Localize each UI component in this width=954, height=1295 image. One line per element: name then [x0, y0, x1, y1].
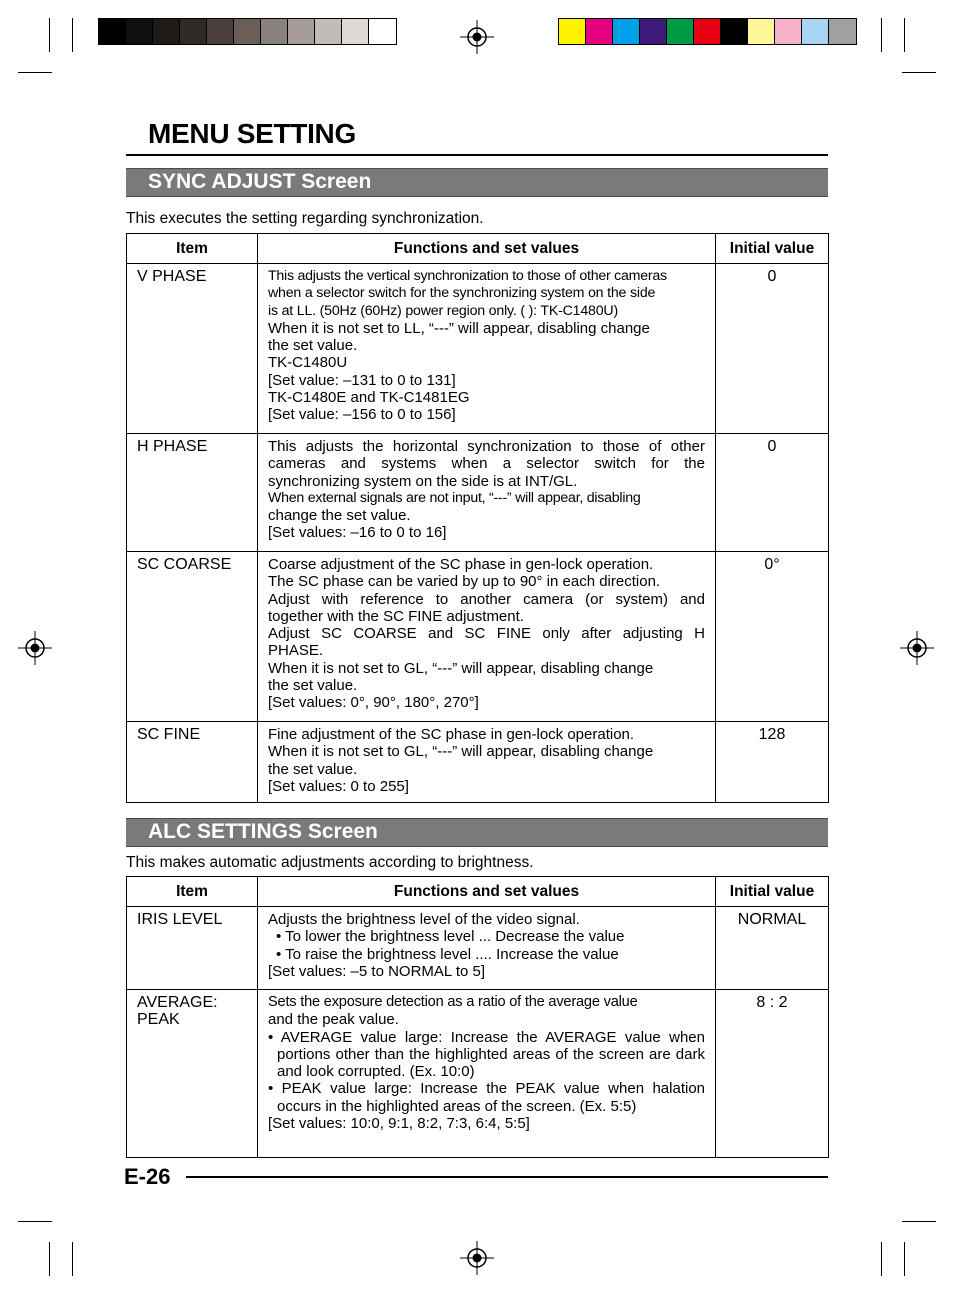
footer-rule — [186, 1176, 828, 1178]
description-line: the set value. — [268, 677, 358, 695]
item-name: SC COARSE — [127, 552, 258, 722]
description-line: change the set value. — [268, 507, 411, 525]
item-name: V PHASE — [127, 264, 258, 434]
description-line: cameras and systems when a selector switch for the — [268, 455, 705, 473]
table-row — [127, 722, 829, 803]
crop-mark — [904, 1242, 905, 1276]
item-description — [258, 907, 716, 990]
description-line: Adjust with reference to another camera (or system) and — [268, 590, 705, 608]
crop-mark — [49, 18, 50, 52]
registration-mark-icon — [460, 1241, 494, 1275]
description-line: [Set value: –131 to 0 to 131] — [268, 371, 456, 389]
table-row — [127, 264, 829, 434]
section-heading-alc — [126, 818, 828, 847]
item-name: SC FINE — [127, 722, 258, 803]
table-header-row — [127, 234, 829, 264]
sync-adjust-table — [126, 233, 829, 803]
description-line: [Set values: 0 to 255] — [268, 777, 409, 795]
col-header-initial: Initial value — [716, 877, 829, 907]
description-line: The SC phase can be varied by up to 90° in each direction. — [268, 573, 661, 591]
section-heading-text: SYNC ADJUST Screen — [148, 170, 372, 193]
description-bullet: • AVERAGE value large: Increase the AVERAGE value when portions other than the highlighted areas of the screen are dark and look corrupted. (Ex. 10:0) — [268, 1028, 705, 1081]
crop-mark — [902, 72, 936, 73]
color-swatch — [667, 19, 694, 44]
color-swatch — [288, 19, 315, 44]
item-description — [258, 990, 716, 1158]
description-line: This adjusts the horizontal synchronization to those of other — [268, 438, 705, 455]
alc-settings-table — [126, 876, 829, 1158]
gray-calibration-bar — [98, 18, 397, 45]
color-swatch — [153, 19, 180, 44]
description-line: Sets the exposure detection as a ratio of the average value — [268, 994, 638, 1010]
color-swatch — [748, 19, 775, 44]
crop-mark — [881, 1242, 882, 1276]
title-underline — [126, 154, 828, 156]
description-line: is at LL. (50Hz (60Hz) power region only. ( ): TK-C1480U) — [268, 302, 618, 319]
description-line: [Set values: 10:0, 9:1, 8:2, 7:3, 6:4, 5:5] — [268, 1115, 530, 1133]
description-line: Coarse adjustment of the SC phase in gen-lock operation. — [268, 556, 654, 573]
color-swatch — [234, 19, 261, 44]
crop-mark — [902, 1221, 936, 1222]
color-calibration-bar — [558, 18, 857, 45]
description-bullet: • PEAK value large: Increase the PEAK value when halation occurs in the highlighted areas of the screen. (Ex. 5:5) — [268, 1080, 705, 1115]
description-bullet: • To lower the brightness level ... Decrease the value — [276, 928, 625, 946]
initial-value: 8 : 2 — [716, 990, 829, 1158]
description-line: TK-C1480E and TK-C1481EG — [268, 389, 470, 407]
registration-mark-icon — [900, 631, 934, 665]
description-line: the set value. — [268, 337, 358, 355]
description-line: This adjusts the vertical synchronization to those of other cameras — [268, 268, 667, 284]
description-line: When external signals are not input, “---” will appear, disabling — [268, 489, 641, 506]
description-line: When it is not set to GL, “---” will appear, disabling change — [268, 659, 654, 677]
color-swatch — [315, 19, 342, 44]
color-swatch — [829, 19, 856, 44]
color-swatch — [99, 19, 126, 44]
color-swatch — [342, 19, 369, 44]
section-intro-alc: This makes automatic adjustments according to brightness. — [126, 854, 534, 871]
table-row — [127, 990, 829, 1158]
registration-mark-icon — [18, 631, 52, 665]
color-swatch — [126, 19, 153, 44]
color-swatch — [694, 19, 721, 44]
description-bullet: • To raise the brightness level .... Increase the value — [276, 945, 619, 963]
col-header-item: Item — [127, 234, 258, 264]
color-swatch — [775, 19, 802, 44]
description-line: PHASE. — [268, 642, 324, 660]
item-name-line: PEAK — [137, 1011, 180, 1028]
item-name-line: AVERAGE: — [137, 994, 218, 1011]
item-name: H PHASE — [127, 434, 258, 552]
description-line: together with the SC FINE adjustment. — [268, 607, 524, 625]
crop-mark — [18, 1221, 52, 1222]
crop-mark — [18, 72, 52, 73]
description-line: [Set values: –16 to 0 to 16] — [268, 524, 447, 542]
section-heading-text: ALC SETTINGS Screen — [148, 820, 378, 843]
page-number: E-26 — [124, 1164, 171, 1189]
table-header-row — [127, 877, 829, 907]
crop-mark — [72, 18, 73, 52]
description-line: [Set values: –5 to NORMAL to 5] — [268, 962, 486, 980]
item-description — [258, 264, 716, 434]
description-line: When it is not set to LL, “---” will appear, disabling change — [268, 319, 650, 337]
table-row — [127, 434, 829, 552]
initial-value: NORMAL — [716, 907, 829, 990]
initial-value: 128 — [716, 722, 829, 803]
crop-mark — [49, 1242, 50, 1276]
initial-value: 0 — [716, 434, 829, 552]
col-header-initial: Initial value — [716, 234, 829, 264]
crop-mark — [72, 1242, 73, 1276]
section-intro-sync: This executes the setting regarding synchronization. — [126, 210, 484, 227]
description-line: TK-C1480U — [268, 354, 348, 372]
description-line: Adjusts the brightness level of the video signal. — [268, 911, 580, 928]
color-swatch — [207, 19, 234, 44]
page-title: MENU SETTING — [148, 118, 356, 149]
description-line: When it is not set to GL, “---” will appear, disabling change — [268, 743, 654, 761]
table-row — [127, 907, 829, 990]
item-description — [258, 552, 716, 722]
item-description — [258, 434, 716, 552]
description-line: and the peak value. — [268, 1011, 399, 1029]
color-swatch — [369, 19, 396, 44]
description-line: synchronizing system on the side is at INT/GL. — [268, 472, 578, 490]
item-name: IRIS LEVEL — [127, 907, 258, 990]
crop-mark — [881, 18, 882, 52]
color-swatch — [721, 19, 748, 44]
col-header-item: Item — [127, 877, 258, 907]
initial-value: 0° — [716, 552, 829, 722]
crop-mark — [904, 18, 905, 52]
registration-mark-icon — [460, 20, 494, 54]
item-name — [127, 990, 258, 1158]
initial-value: 0 — [716, 264, 829, 434]
color-swatch — [802, 19, 829, 44]
color-swatch — [613, 19, 640, 44]
description-line: Fine adjustment of the SC phase in gen-lock operation. — [268, 726, 635, 743]
col-header-functions: Functions and set values — [258, 234, 716, 264]
description-line: Adjust SC COARSE and SC FINE only after adjusting H — [268, 625, 705, 643]
color-swatch — [640, 19, 667, 44]
description-line: [Set values: 0°, 90°, 180°, 270°] — [268, 694, 479, 712]
description-line: [Set value: –156 to 0 to 156] — [268, 406, 456, 424]
color-swatch — [586, 19, 613, 44]
item-description — [258, 722, 716, 803]
color-swatch — [559, 19, 586, 44]
color-swatch — [261, 19, 288, 44]
color-swatch — [180, 19, 207, 44]
table-row — [127, 552, 829, 722]
description-line: when a selector switch for the synchronizing system on the side — [268, 285, 656, 302]
section-heading-sync — [126, 168, 828, 197]
description-line: the set value. — [268, 760, 358, 778]
col-header-functions: Functions and set values — [258, 877, 716, 907]
